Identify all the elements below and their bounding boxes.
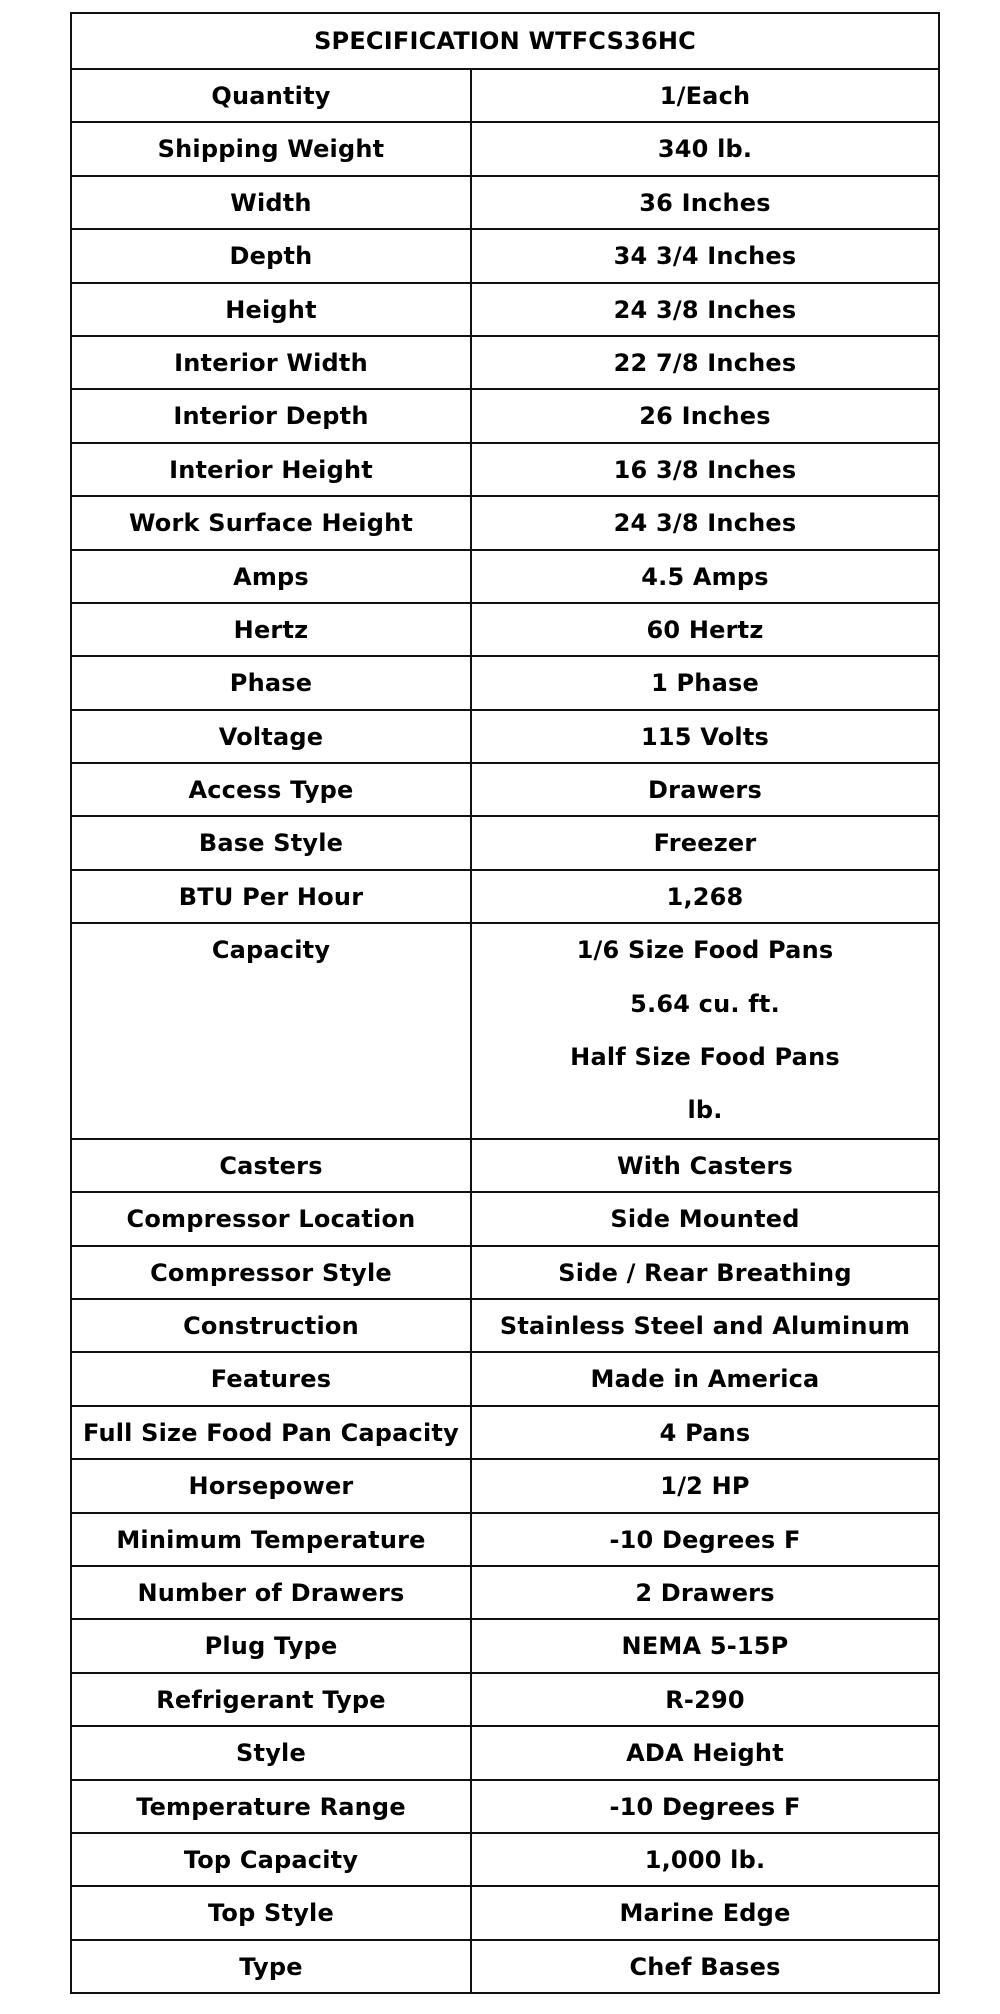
spec-value-line: Half Size Food Pans xyxy=(570,1043,840,1072)
spec-value xyxy=(471,496,939,549)
spec-label: Work Surface Height xyxy=(71,496,471,549)
spec-value xyxy=(471,1940,939,1993)
spec-label: Style xyxy=(71,1726,471,1779)
spec-label: Minimum Temperature xyxy=(71,1513,471,1566)
spec-value xyxy=(471,1780,939,1833)
spec-value-line: Chef Bases xyxy=(629,1952,781,1981)
spec-value-line: 16 3/8 Inches xyxy=(613,455,797,484)
spec-value-line: 340 lb. xyxy=(657,135,753,164)
spec-label: Top Style xyxy=(71,1886,471,1939)
spec-value xyxy=(471,550,939,603)
table-row xyxy=(71,443,939,496)
table-row xyxy=(71,1459,939,1512)
spec-value-line: -10 Degrees F xyxy=(609,1792,801,1821)
spec-value-line: -10 Degrees F xyxy=(609,1525,801,1554)
spec-value-line: R-290 xyxy=(665,1685,745,1714)
table-row xyxy=(71,1833,939,1886)
spec-value xyxy=(471,870,939,923)
table-row xyxy=(71,229,939,282)
spec-value xyxy=(471,1619,939,1672)
spec-value xyxy=(471,336,939,389)
table-row xyxy=(71,603,939,656)
spec-label: Depth xyxy=(71,229,471,282)
spec-label: Interior Height xyxy=(71,443,471,496)
spec-value xyxy=(471,710,939,763)
spec-value-line: 34 3/4 Inches xyxy=(613,242,797,271)
spec-label: Hertz xyxy=(71,603,471,656)
spec-value xyxy=(471,816,939,869)
spec-value-line: 1,000 lb. xyxy=(644,1845,766,1874)
table-row xyxy=(71,1673,939,1726)
spec-label: Horsepower xyxy=(71,1459,471,1512)
spec-label: Construction xyxy=(71,1299,471,1352)
spec-value xyxy=(471,176,939,229)
table-row xyxy=(71,389,939,442)
spec-value-line: 36 Inches xyxy=(639,188,771,217)
table-row xyxy=(71,1406,939,1459)
spec-value-line: 24 3/8 Inches xyxy=(613,295,797,324)
spec-value-line: 1 Phase xyxy=(651,669,759,698)
spec-value-line: 1/Each xyxy=(659,82,751,110)
spec-value xyxy=(471,1246,939,1299)
spec-value xyxy=(471,1513,939,1566)
spec-value-line: lb. xyxy=(687,1096,723,1125)
spec-label: Base Style xyxy=(71,816,471,869)
spec-value-line: Stainless Steel and Aluminum xyxy=(499,1311,911,1340)
spec-value-line: Drawers xyxy=(648,776,762,805)
spec-value-line: Marine Edge xyxy=(619,1899,791,1928)
spec-value xyxy=(471,923,939,1139)
spec-label: Access Type xyxy=(71,763,471,816)
spec-value xyxy=(471,1406,939,1459)
spec-value-line: 2 Drawers xyxy=(635,1578,775,1607)
table-title-row xyxy=(71,13,939,69)
table-row xyxy=(71,1246,939,1299)
table-row xyxy=(71,1566,939,1619)
spec-value-line: 26 Inches xyxy=(639,402,771,431)
table-row xyxy=(71,1780,939,1833)
spec-value xyxy=(471,656,939,709)
table-row xyxy=(71,1726,939,1779)
spec-label: Voltage xyxy=(71,710,471,763)
spec-value xyxy=(471,1192,939,1245)
spec-label: Interior Width xyxy=(71,336,471,389)
spec-value-line: 4.5 Amps xyxy=(641,562,769,591)
spec-value-line: 4 Pans xyxy=(659,1418,751,1447)
spec-label: Phase xyxy=(71,656,471,709)
spec-label: Capacity xyxy=(71,923,471,1139)
table-row xyxy=(71,176,939,229)
spec-label: Number of Drawers xyxy=(71,1566,471,1619)
table-row xyxy=(71,336,939,389)
spec-label: Compressor Style xyxy=(71,1246,471,1299)
table-row xyxy=(71,496,939,549)
spec-value-line: Made in America xyxy=(590,1365,820,1394)
table-row xyxy=(71,1886,939,1939)
spec-value-line: With Casters xyxy=(617,1151,793,1180)
spec-label: Casters xyxy=(71,1139,471,1192)
spec-value xyxy=(471,283,939,336)
spec-value xyxy=(471,443,939,496)
spec-label: Compressor Location xyxy=(71,1192,471,1245)
spec-value-line: Freezer xyxy=(653,829,757,858)
spec-label: Type xyxy=(71,1940,471,1993)
spec-value xyxy=(471,1459,939,1512)
spec-label: Shipping Weight xyxy=(71,122,471,175)
spec-value xyxy=(471,1299,939,1352)
spec-value-line: 115 Volts xyxy=(641,722,769,751)
spec-label: Plug Type xyxy=(71,1619,471,1672)
spec-value xyxy=(471,603,939,656)
spec-value xyxy=(471,389,939,442)
spec-value xyxy=(471,1833,939,1886)
spec-value xyxy=(471,122,939,175)
table-row xyxy=(71,1940,939,1993)
spec-value xyxy=(471,229,939,282)
table-row xyxy=(71,763,939,816)
spec-value xyxy=(471,763,939,816)
spec-value-line: 1/2 HP xyxy=(660,1472,750,1501)
spec-label: Quantity xyxy=(71,69,471,122)
spec-value-line: 24 3/8 Inches xyxy=(613,509,797,538)
spec-label: Full Size Food Pan Capacity xyxy=(71,1406,471,1459)
spec-value-line: 22 7/8 Inches xyxy=(613,348,797,377)
specification-table xyxy=(70,12,940,1994)
table-row xyxy=(71,816,939,869)
spec-label: Refrigerant Type xyxy=(71,1673,471,1726)
spec-value-line: 60 Hertz xyxy=(646,615,764,644)
spec-value-line: NEMA 5-15P xyxy=(621,1632,789,1661)
table-row xyxy=(71,1513,939,1566)
table-title: SPECIFICATION WTFCS36HC xyxy=(71,13,939,69)
spec-label: Height xyxy=(71,283,471,336)
table-row xyxy=(71,69,939,122)
spec-value xyxy=(471,1139,939,1192)
spec-value-line: 5.64 cu. ft. xyxy=(630,989,780,1018)
spec-label: Interior Depth xyxy=(71,389,471,442)
table-row xyxy=(71,550,939,603)
table-row xyxy=(71,283,939,336)
table-row xyxy=(71,656,939,709)
spec-value-line: 1,268 xyxy=(666,882,744,911)
spec-value-line: Side Mounted xyxy=(610,1205,800,1234)
spec-value xyxy=(471,1566,939,1619)
specification-table-body xyxy=(71,13,939,1993)
table-row xyxy=(71,122,939,175)
table-row xyxy=(71,1139,939,1192)
spec-value xyxy=(471,1673,939,1726)
spec-label: Temperature Range xyxy=(71,1780,471,1833)
spec-label: BTU Per Hour xyxy=(71,870,471,923)
table-row xyxy=(71,923,939,1139)
table-row xyxy=(71,1299,939,1352)
spec-value xyxy=(471,1886,939,1939)
spec-label: Top Capacity xyxy=(71,1833,471,1886)
spec-value xyxy=(471,69,939,122)
spec-label: Features xyxy=(71,1352,471,1405)
spec-label: Amps xyxy=(71,550,471,603)
spec-value-line: 1/6 Size Food Pans xyxy=(576,936,834,965)
spec-value-line: Side / Rear Breathing xyxy=(558,1258,852,1287)
table-row xyxy=(71,1192,939,1245)
spec-value-line: ADA Height xyxy=(626,1739,784,1768)
table-row xyxy=(71,710,939,763)
spec-value xyxy=(471,1726,939,1779)
spec-label: Width xyxy=(71,176,471,229)
table-row xyxy=(71,1619,939,1672)
spec-value xyxy=(471,1352,939,1405)
table-row xyxy=(71,1352,939,1405)
table-row xyxy=(71,870,939,923)
